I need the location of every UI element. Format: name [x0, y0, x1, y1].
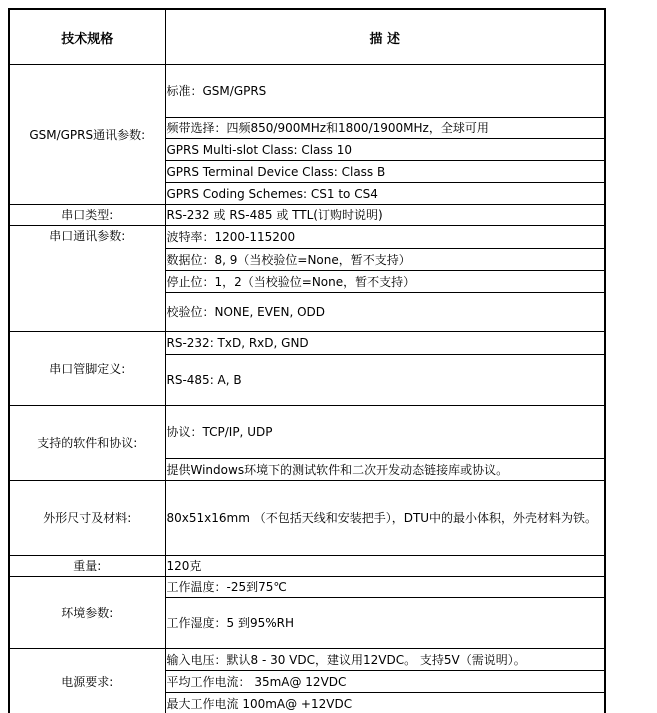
power-item: 输入电压：默认8 - 30 VDC，建议用12VDC。 支持5V（需说明）。 — [165, 649, 605, 671]
size-item: 80x51x16mm （不包括天线和安装把手），DTU中的最小体积，外壳材料为铁。 — [165, 481, 605, 556]
port-type-label: 串口类型: — [9, 205, 165, 226]
header-spec: 技术规格 — [9, 9, 165, 65]
env-item: 工作湿度：5 到95%RH — [165, 598, 605, 649]
env-item: 工作温度：-25到75℃ — [165, 577, 605, 598]
size-label: 外形尺寸及材料: — [9, 481, 165, 556]
port-comm-item: 波特率：1200-115200 — [165, 226, 605, 249]
port-type-item: RS-232 或 RS-485 或 TTL(订购时说明) — [165, 205, 605, 226]
table-row — [9, 226, 605, 249]
port-comm-item: 停止位：1，2（当校验位=None，暂不支持） — [165, 271, 605, 293]
power-label: 电源要求: — [9, 649, 165, 713]
spec-sheet — [8, 8, 606, 713]
pins-item: RS-485: A, B — [165, 355, 605, 406]
table-row — [9, 332, 605, 355]
power-item: 最大工作电流 100mA@ +12VDC — [165, 693, 605, 713]
software-item: 提供Windows环境下的测试软件和二次开发动态链接库或协议。 — [165, 459, 605, 481]
port-comm-item: 数据位：8, 9（当校验位=None，暂不支持） — [165, 249, 605, 271]
power-item: 平均工作电流： 35mA@ 12VDC — [165, 671, 605, 693]
software-label: 支持的软件和协议: — [9, 406, 165, 481]
env-label: 环境参数: — [9, 577, 165, 649]
gsm-label: GSM/GPRS通讯参数: — [9, 65, 165, 205]
table-row — [9, 65, 605, 118]
port-comm-label: 串口通讯参数: — [9, 226, 165, 332]
weight-item: 120克 — [165, 556, 605, 577]
software-item: 协议：TCP/IP, UDP — [165, 406, 605, 459]
weight-label: 重量: — [9, 556, 165, 577]
spec-table — [8, 8, 606, 713]
table-row — [9, 481, 605, 556]
gsm-item: GPRS Multi-slot Class: Class 10 — [165, 139, 605, 161]
header-row — [9, 9, 605, 65]
gsm-item: GPRS Terminal Device Class: Class B — [165, 161, 605, 183]
table-row — [9, 205, 605, 226]
gsm-item: GPRS Coding Schemes: CS1 to CS4 — [165, 183, 605, 205]
pins-item: RS-232: TxD, RxD, GND — [165, 332, 605, 355]
table-row — [9, 556, 605, 577]
table-row — [9, 649, 605, 671]
gsm-item: 标准：GSM/GPRS — [165, 65, 605, 118]
pins-label: 串口管脚定义: — [9, 332, 165, 406]
header-description: 描 述 — [165, 9, 605, 65]
table-row — [9, 406, 605, 459]
port-comm-item: 校验位：NONE, EVEN, ODD — [165, 293, 605, 332]
table-row — [9, 577, 605, 598]
gsm-item: 频带选择：四频850/900MHz和1800/1900MHz，全球可用 — [165, 118, 605, 139]
